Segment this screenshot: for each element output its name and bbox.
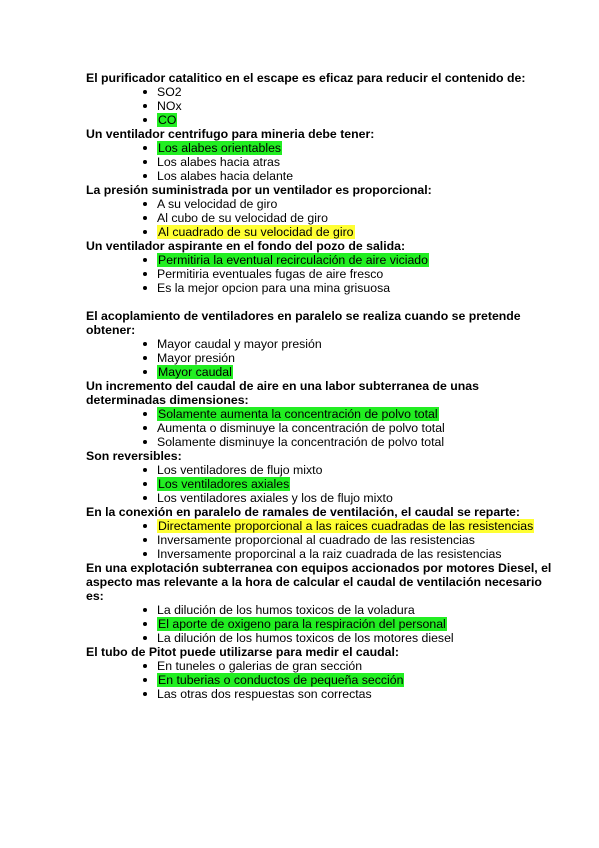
- option-item: [157, 281, 559, 295]
- question-text: El purificador catalitico en el escape es eficaz para reducir el contenido de:: [86, 71, 526, 85]
- question-text: Un ventilador centrifugo para mineria debe tener:: [86, 127, 375, 141]
- option-item: [157, 141, 559, 155]
- option-item: [157, 673, 559, 687]
- option-text: Los ventiladores de flujo mixto: [157, 463, 323, 477]
- option-text: Mayor presión: [157, 351, 235, 365]
- highlighted-answer: Solamente aumenta la concentración de polvo total: [158, 407, 438, 421]
- option-text: En tuneles o galerias de gran sección: [157, 659, 363, 673]
- option-text: Los ventiladores axiales y los de flujo mixto: [157, 491, 393, 505]
- highlighted-answer: Permitiria la eventual recirculación de aire viciado: [158, 253, 428, 267]
- question-block: [86, 645, 559, 701]
- question-text: El tubo de Pitot puede utilizarse para medir el caudal:: [86, 645, 399, 659]
- question-text: El acoplamiento de ventiladores en paralelo se realiza cuando se pretende obtener:: [86, 309, 521, 337]
- option-item: [157, 435, 559, 449]
- question-text: Un incremento del caudal de aire en una labor subterranea de unas determinadas dimensiones:: [86, 379, 479, 407]
- option-item: [157, 225, 559, 239]
- option-text: A su velocidad de giro: [157, 197, 278, 211]
- question-block: [86, 239, 559, 295]
- option-item: [157, 631, 559, 645]
- highlighted-answer: El aporte de oxigeno para la respiración del personal: [158, 617, 446, 631]
- highlighted-answer: Los ventiladores axiales: [158, 477, 290, 491]
- option-text: La dilución de los humos toxicos de los motores diesel: [157, 631, 454, 645]
- option-item: [157, 477, 559, 491]
- option-list: [86, 463, 559, 505]
- option-text: La dilución de los humos toxicos de la voladura: [157, 603, 415, 617]
- option-text: Es la mejor opcion para una mina grisuosa: [157, 281, 391, 295]
- option-text: Aumenta o disminuye la concentración de polvo total: [157, 421, 445, 435]
- option-item: [157, 351, 559, 365]
- option-item: [157, 407, 559, 421]
- option-item: [157, 617, 559, 631]
- question-text: La presión suministrada por un ventilador es proporcional:: [86, 183, 432, 197]
- highlighted-answer: En tuberias o conductos de pequeña sección: [158, 673, 404, 687]
- question-block: [86, 183, 559, 239]
- option-list: [86, 197, 559, 239]
- option-list: [86, 141, 559, 183]
- question-block: [86, 379, 559, 449]
- option-text: NOx: [157, 99, 182, 113]
- option-item: [157, 463, 559, 477]
- option-list: [86, 337, 559, 379]
- highlighted-answer: Mayor caudal: [158, 365, 232, 379]
- option-item: [157, 421, 559, 435]
- question-block: [86, 449, 559, 505]
- highlighted-answer: CO: [158, 113, 177, 127]
- option-list: [86, 659, 559, 701]
- option-item: [157, 659, 559, 673]
- option-item: [157, 337, 559, 351]
- option-item: [157, 85, 559, 99]
- question-text: Son reversibles:: [86, 449, 182, 463]
- option-item: [157, 519, 559, 533]
- option-text: SO2: [157, 85, 182, 99]
- option-item: [157, 603, 559, 617]
- option-text: Las otras dos respuestas son correctas: [157, 687, 372, 701]
- highlighted-answer: Al cuadrado de su velocidad de giro: [158, 225, 354, 239]
- option-item: [157, 113, 559, 127]
- option-text: Permitiria eventuales fugas de aire fresco: [157, 267, 384, 281]
- option-item: [157, 169, 559, 183]
- question-text: Un ventilador aspirante en el fondo del pozo de salida:: [86, 239, 406, 253]
- option-list: [86, 253, 559, 295]
- option-list: [86, 85, 559, 127]
- option-item: [157, 253, 559, 267]
- option-item: [157, 365, 559, 379]
- question-block: [86, 127, 559, 183]
- option-item: [157, 533, 559, 547]
- option-item: [157, 687, 559, 701]
- option-text: Inversamente proporcinal a la raiz cuadrada de las resistencias: [157, 547, 502, 561]
- option-item: [157, 211, 559, 225]
- option-item: [157, 197, 559, 211]
- option-text: Inversamente proporcional al cuadrado de las resistencias: [157, 533, 475, 547]
- option-text: Mayor caudal y mayor presión: [157, 337, 322, 351]
- highlighted-answer: Directamente proporcional a las raices cuadradas de las resistencias: [158, 519, 534, 533]
- option-list: [86, 407, 559, 449]
- question-block: [86, 505, 559, 561]
- option-text: Los alabes hacia delante: [157, 169, 294, 183]
- option-text: Los alabes hacia atras: [157, 155, 281, 169]
- question-text: En la conexión en paralelo de ramales de ventilación, el caudal se reparte:: [86, 505, 520, 519]
- option-text: Al cubo de su velocidad de giro: [157, 211, 328, 225]
- option-item: [157, 99, 559, 113]
- option-item: [157, 267, 559, 281]
- option-item: [157, 155, 559, 169]
- question-block: [86, 309, 559, 379]
- option-item: [157, 491, 559, 505]
- highlighted-answer: Los alabes orientables: [158, 141, 282, 155]
- question-block: [86, 71, 559, 127]
- question-text: En una explotación subterranea con equipos accionados por motores Diesel, el aspecto mas relevante a la hora de calcular el caudal de ventilación necesario es:: [86, 561, 552, 603]
- option-item: [157, 547, 559, 561]
- option-text: Solamente disminuye la concentración de polvo total: [157, 435, 445, 449]
- option-list: [86, 603, 559, 645]
- option-list: [86, 519, 559, 561]
- question-block: [86, 561, 559, 645]
